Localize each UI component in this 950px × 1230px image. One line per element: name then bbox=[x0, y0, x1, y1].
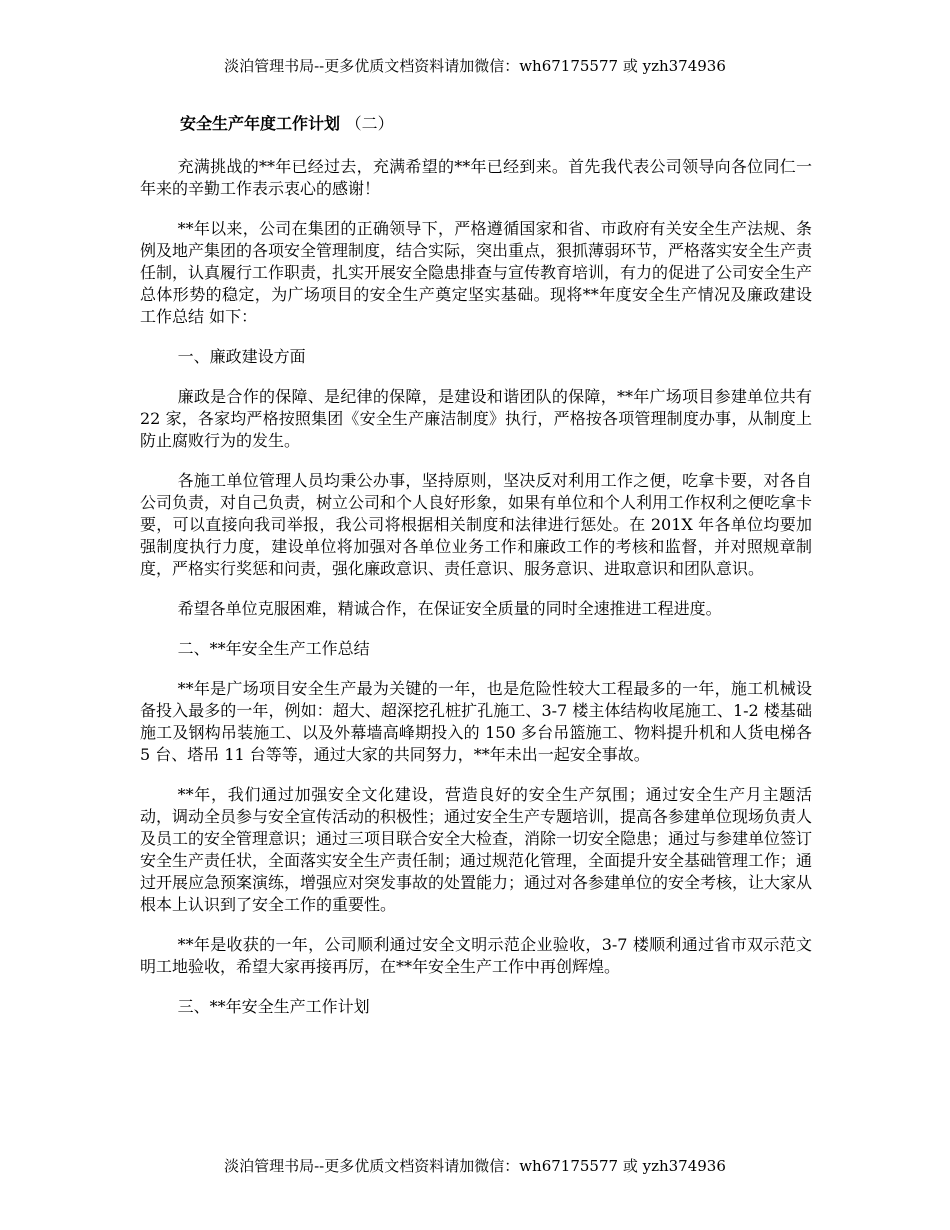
paragraph-overview: **年以来，公司在集团的正确领导下，严格遵循国家和省、市政府有关安全生产法规、条例及地产集团的各项安全管理制度，结合实际，突出重点，狠抓薄弱环节，严格落实安全生产责任制，认真履行工作职责，扎实开展安全隐患排查与宣传教育培训，有力的促进了公司安全生产总体形势的稳定，为广场项目的安全生产奠定坚实基础。现将**年度安全生产情况及廉政建设 工作总结 如下： bbox=[140, 219, 813, 326]
paragraph: 各施工单位管理人员均秉公办事，坚持原则，坚决反对利用工作之便，吃拿卡要，对各自公司负责，对自己负责，树立公司和个人良好形象，如果有单位和个人利用工作权利之便吃拿卡要，可以直接向我司举报，我公司将根据相关制度和法律进行惩处。在 201X 年各单位均要加强制度执行力度，建设单位将加强对各单位业务工作和廉政工作的考核和监督，并对照规章制度，严格实行奖惩和问责，强化廉政意识、责任意识、服务意识、进取意识和团队意识。 bbox=[140, 471, 813, 578]
paragraph: 廉政是合作的保障、是纪律的保障，是建设和谐团队的保障，**年广场项目参建单位共有 22 家，各家均严格按照集团《安全生产廉洁制度》执行，严格按各项管理制度办事，从制度上防止腐败行为的发生。 bbox=[140, 387, 812, 450]
paragraph: **年是广场项目安全生产最为关键的一年，也是危险性较大工程最多的一年，施工机械设备投入最多的一年，例如：超大、超深挖孔桩扩孔施工、3-7 楼主体结构收尾施工、1-2 楼基础施工及钢构吊装施工、以及外幕墙高峰期投入的 150 多台吊篮施工、物料提升机和人货电梯各 5 台、塔吊 11 台等等，通过大家的共同努力，**年未出一起安全事故。 bbox=[140, 679, 812, 764]
section-heading-1: 一、廉政建设方面 bbox=[177, 347, 306, 366]
page-footer: 淡泊管理书局--更多优质文档资料请加微信：wh67175577 或 yzh374936 bbox=[224, 1157, 726, 1175]
paragraph: 希望各单位克服困难，精诚合作，在保证安全质量的同时全速推进工程进度。 bbox=[177, 599, 722, 618]
section-heading-2: 二、**年安全生产工作总结 bbox=[177, 639, 370, 658]
document-title bbox=[180, 113, 812, 135]
document-body bbox=[140, 113, 812, 1036]
paragraph-intro: 充满挑战的**年已经过去，充满希望的**年已经到来。首先我代表公司领导向各位同仁一年来的辛勤工作表示衷心的感谢！ bbox=[140, 157, 812, 198]
title-text: 安全生产年度工作计划 bbox=[180, 114, 341, 133]
paragraph: **年，我们通过加强安全文化建设，营造良好的安全生产氛围；通过安全生产月主题活动，调动全员参与安全宣传活动的积极性；通过安全生产专题培训，提高各参建单位现场负责人及员工的安全管理意识；通过三项目联合安全大检查，消除一切安全隐患；通过与参建单位签订安全生产责任状，全面落实安全生产责任制；通过规范化管理，全面提升安全基础管理工作；通过开展应急预案演练，增强应对突发事故的处置能力；通过对各参建单位的安全考核，让大家从根本上认识到了安全工作的重要性。 bbox=[140, 785, 813, 914]
section-heading-3: 三、**年安全生产工作计划 bbox=[177, 997, 370, 1016]
page-header: 淡泊管理书局--更多优质文档资料请加微信：wh67175577 或 yzh374936 bbox=[224, 57, 726, 75]
paragraph: **年是收获的一年，公司顺利通过安全文明示范企业验收，3-7 楼顺利通过省市双示范文明工地验收，希望大家再接再厉，在**年安全生产工作中再创辉煌。 bbox=[140, 935, 812, 976]
title-suffix: （二） bbox=[345, 114, 394, 133]
